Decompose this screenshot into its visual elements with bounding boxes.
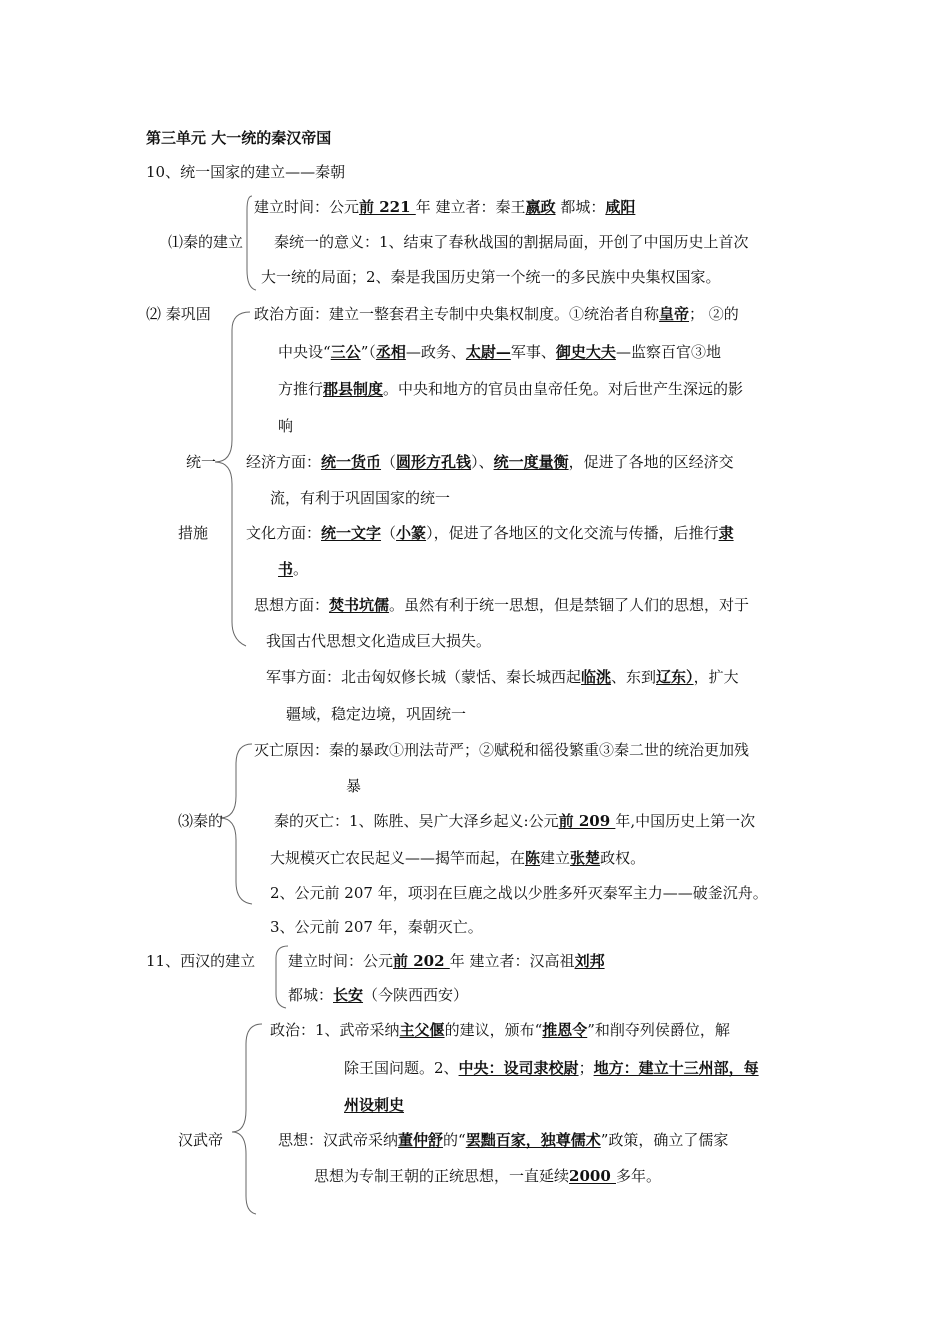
- qin-politics-line3: 方推行郡县制度。中央和地方的官员由皇帝任免。对后世产生深远的影: [278, 380, 744, 398]
- section-11-heading: 11、西汉的建立: [146, 952, 256, 970]
- qin-politics-line4: 响: [278, 417, 294, 435]
- founding-year: 前 221: [359, 198, 416, 216]
- qin-unify-label: 统一: [186, 453, 217, 471]
- bracket-qin-fall: [220, 744, 252, 904]
- han-wudi-label: 汉武帝: [178, 1131, 224, 1149]
- bracket-han-wudi: [232, 1024, 262, 1214]
- qin-economy-line1: 经济方面：统一货币（圆形方孔钱）、统一度量衡，促进了各地的区经济交: [246, 453, 734, 471]
- han-politics-line2: 除王国问题。2、中央：设司隶校尉；地方：建立十三州部，每: [344, 1059, 759, 1077]
- qin-culture-line1: 文化方面：统一文字（小篆），促进了各地区的文化交流与传播，后推行隶: [246, 524, 734, 542]
- qin-measures-label: 措施: [178, 524, 209, 542]
- bracket-han-founding: [276, 946, 288, 1008]
- qin-fall-line3: 秦的灭亡：1、陈胜、吴广大泽乡起义:公元前 209 年,中国历史上第一次: [274, 812, 756, 830]
- qin-fall-line5: 2、公元前 207 年，项羽在巨鹿之战以少胜多歼灭秦军主力——破釜沉舟。: [270, 884, 768, 902]
- qin-culture-line2: 书。: [278, 560, 309, 578]
- han-politics-line3: 州设刺史: [344, 1096, 405, 1114]
- qin-thought-line1: 思想方面：焚书坑儒。虽然有利于统一思想，但是禁锢了人们的思想，对于: [254, 596, 750, 614]
- han-politics-line1: 政治：1、武帝采纳主父偃的建议，颁布“推恩令”和削夺列侯爵位，解: [270, 1021, 730, 1039]
- han-thought-line2: 思想为专制王朝的正统思想，一直延续2000 多年。: [314, 1167, 662, 1185]
- qin-founding-line1: 建立时间：公元前 221 年 建立者：秦王嬴政 都城：咸阳: [254, 198, 636, 216]
- section-10-heading: 10、统一国家的建立——秦朝: [146, 163, 346, 181]
- qin-thought-line2: 我国古代思想文化造成巨大损失。: [266, 632, 492, 650]
- han-thought-line1: 思想：汉武帝采纳董仲舒的“罢黜百家，独尊儒术”政策，确立了儒家: [278, 1131, 729, 1149]
- unit-title: 第三单元 大一统的秦汉帝国: [146, 129, 332, 147]
- qin-consolidate-label: ⑵ 秦巩固: [146, 305, 211, 323]
- qin-fall-line6: 3、公元前 207 年，秦朝灭亡。: [270, 918, 483, 936]
- qin-military-line2: 疆域，稳定边境，巩固统一: [286, 705, 467, 723]
- qin-economy-line2: 流，有利于巩固国家的统一: [270, 489, 451, 507]
- qin-fall-line4: 大规模灭亡农民起义——揭竿而起，在陈建立张楚政权。: [270, 849, 646, 867]
- qin-founding-line2: 秦统一的意义：1、结束了春秋战国的割据局面，开创了中国历史上首次: [274, 233, 749, 251]
- qin-founding-label: ⑴秦的建立: [168, 233, 244, 251]
- founder-name: 嬴政: [525, 198, 556, 216]
- bracket-qin-measures: [215, 312, 250, 646]
- qin-politics-line2: 中央设“三公”（丞相—政务、太尉—军事、御史大夫—监察百官③地: [278, 343, 721, 361]
- qin-fall-label: ⑶秦的: [178, 812, 224, 830]
- qin-military-line1: 军事方面：北击匈奴修长城（蒙恬、秦长城西起临洮、东到辽东），扩大: [266, 668, 739, 686]
- qin-politics-line1: 政治方面：建立一整套君主专制中央集权制度。①统治者自称皇帝； ②的: [254, 305, 739, 323]
- qin-fall-line2: 暴: [346, 777, 362, 795]
- han-founding-line2: 都城：长安（今陕西西安）: [288, 986, 469, 1004]
- capital-name: 咸阳: [605, 198, 636, 216]
- qin-fall-line1: 灭亡原因：秦的暴政①刑法苛严；②赋税和徭役繁重③秦二世的统治更加残: [254, 741, 750, 759]
- qin-founding-line3: 大一统的局面；2、秦是我国历史第一个统一的多民族中央集权国家。: [261, 268, 721, 286]
- han-founding-line1: 建立时间：公元前 202 年 建立者：汉高祖刘邦: [288, 952, 605, 970]
